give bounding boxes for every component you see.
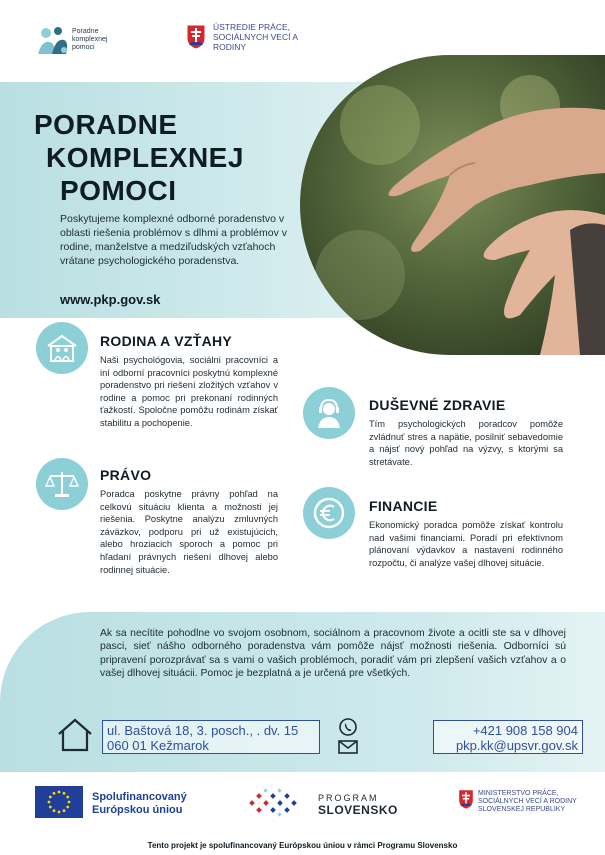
section-body-pravo: Poradca poskytne právny pohľad na celkovú situáciu klienta a možnosti jej riešenia. Poskytne analýzu zmluvných záväzkov, podporu pri už existujúcich, alebo hroziacich sporoch a pomoc pri hľadaní právnych riešení dlhovej alebo rodinnej situácie.	[100, 489, 278, 575]
section-title-rodina: RODINA A VZŤAHY	[100, 333, 233, 349]
address-line-2: 060 01 Kežmarok	[107, 738, 209, 753]
section-body-dusevne: Tím psychologických poradcov pomôže zvládnuť stres a napätie, posilniť sebavedomie a nájsť nový pohľad na výzvy, s ktorými sa stretávate.	[369, 419, 563, 467]
hero-hands-photo	[300, 55, 605, 355]
title-line-2: KOMPLEXNEJ	[46, 142, 244, 173]
website-link[interactable]: www.pkp.gov.sk	[60, 292, 161, 307]
section-body-financie: Ekonomický poradca pomôže získať kontrolu nad vašimi financiami. Poradí pri efektívnom plánovaní výdavkov a nastavení rodinného rozpočtu, či analýze vašej dlhovej situácie.	[369, 520, 563, 568]
eu-flag-icon	[35, 786, 83, 818]
eu-text-line-1: Spolufinancovaný	[92, 791, 187, 803]
upsvr-logo-text: ÚSTREDIE PRÁCE, SOCIÁLNYCH VECÍ A RODINY	[213, 22, 298, 52]
program-line-2: SLOVENSKO	[318, 803, 398, 817]
hero-description: Poskytujeme komplexné odborné poradenstvo v oblasti riešenia problémov s dlhmi a problémov v rodine, manželstve a medziľudských vzťahoch vrátane psychologického poradenstva.	[60, 213, 288, 267]
section-body-rodina: Naši psychológovia, sociálni pracovníci a iní odborní pracovníci poskytnú komplexné poradenstvo pri riešení zložitých vzťahov v rodine a pomoc pri prekonaní rodinných ťažkostí. Spoločne pomôžu rodinám získať stabilitu a pochopenie.	[100, 355, 278, 428]
section-title-dusevne: DUŠEVNÉ ZDRAVIE	[369, 397, 506, 413]
page-title	[34, 108, 244, 207]
scales-icon	[36, 458, 88, 510]
program-line-1: PROGRAM	[318, 793, 379, 803]
headset-person-icon	[303, 387, 355, 439]
ministry-coat-of-arms-icon	[458, 789, 474, 810]
phone-number[interactable]: +421 908 158 904	[472, 723, 578, 738]
section-title-financie: FINANCIE	[369, 498, 438, 514]
bottom-info-text: Ak sa necítite pohodlne vo svojom osobnom, sociálnom a pracovnom živote a ocitli ste sa v dlhovej pasci, sieť nášho odborného poradenstva vám pomôže nájsť možnosti riešenia. Odborníci sú pripravení porozprávať sa s vami o vašich problémoch, poradiť vám pri zlepšení vašich vzťahov a o vašej dlhovej situácii. Pomoc je bezplatná a je určená pre všetkých.	[100, 628, 566, 680]
eu-cofinanced-text	[92, 791, 187, 817]
section-title-pravo: PRÁVO	[100, 467, 152, 483]
program-slovensko-text	[318, 793, 398, 817]
address-line-1: ul. Baštová 18, 3. posch., . dv. 15	[107, 723, 299, 738]
pkp-logo-text: Poradne komplexnej pomoci	[72, 28, 108, 51]
email-address[interactable]: pkp.kk@upsvr.gov.sk	[455, 738, 578, 753]
program-slovensko-logo-icon	[248, 788, 312, 818]
euro-coin-icon	[303, 487, 355, 539]
phone-email-box	[433, 720, 583, 754]
family-house-icon	[36, 322, 88, 374]
home-icon	[56, 717, 94, 753]
title-line-3: POMOCI	[60, 175, 177, 206]
address-box	[102, 720, 320, 754]
phone-icon	[339, 718, 357, 736]
footer-note: Tento projekt je spolufinancovaný Európskou úniou v rámci Programu Slovensko	[147, 841, 458, 850]
title-line-1: PORADNE	[34, 109, 178, 140]
eu-text-line-2: Európskou úniou	[92, 804, 183, 816]
slovak-coat-of-arms-icon	[186, 24, 206, 50]
email-icon	[338, 740, 358, 754]
ministry-logo-text: MINISTERSTVO PRÁCE, SOCIÁLNYCH VECÍ A RODINY SLOVENSKEJ REPUBLIKY	[478, 790, 577, 813]
